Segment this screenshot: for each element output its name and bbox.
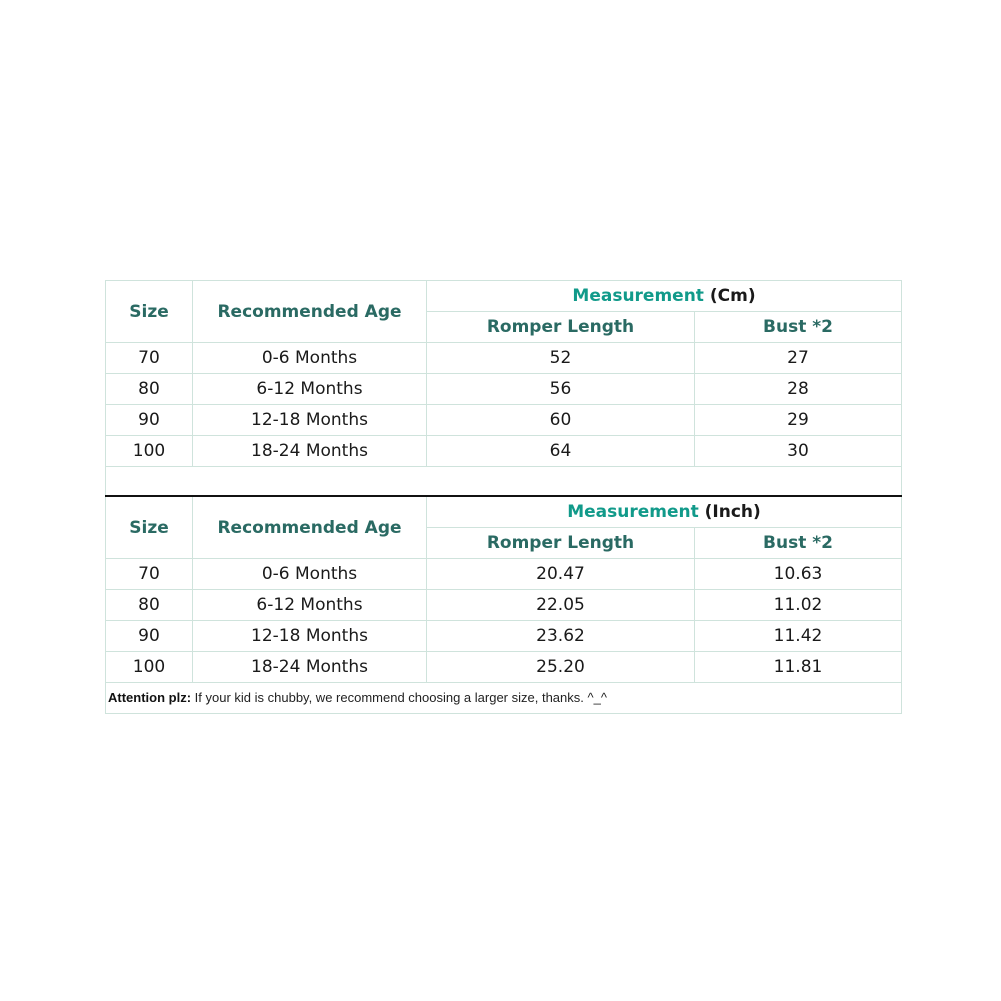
age-cell: 0-6 Months — [193, 559, 427, 590]
attention-note — [106, 683, 902, 714]
romper-length-header: Romper Length — [427, 312, 695, 343]
age-cell: 6-12 Months — [193, 374, 427, 405]
measurement-label: Measurement — [567, 502, 699, 522]
size-cell: 90 — [106, 621, 193, 652]
length-cell: 25.20 — [427, 652, 695, 683]
length-cell: 23.62 — [427, 621, 695, 652]
bust-cell: 27 — [695, 343, 902, 374]
bust-cell: 11.02 — [695, 590, 902, 621]
measurement-inch-header — [427, 496, 902, 528]
table-spacer-row — [106, 467, 902, 497]
age-cell: 18-24 Months — [193, 652, 427, 683]
size-cell: 70 — [106, 343, 193, 374]
bust-cell: 11.81 — [695, 652, 902, 683]
size-cell: 70 — [106, 559, 193, 590]
bust-cell: 30 — [695, 436, 902, 467]
age-cell: 6-12 Months — [193, 590, 427, 621]
bust-cell: 28 — [695, 374, 902, 405]
cm-header-row — [106, 281, 902, 312]
size-cell: 100 — [106, 436, 193, 467]
size-cell: 80 — [106, 374, 193, 405]
age-cell: 18-24 Months — [193, 436, 427, 467]
size-cell: 80 — [106, 590, 193, 621]
table-row — [106, 621, 902, 652]
measurement-label: Measurement — [572, 286, 704, 306]
note-text: If your kid is chubby, we recommend choosing a larger size, thanks. ^_^ — [191, 690, 607, 705]
unit-label-inch: (Inch) — [704, 502, 761, 522]
bust-cell: 29 — [695, 405, 902, 436]
size-header: Size — [106, 496, 193, 559]
bust-header: Bust *2 — [695, 312, 902, 343]
bust-cell: 10.63 — [695, 559, 902, 590]
note-label: Attention plz: — [108, 690, 192, 705]
unit-label-cm: (Cm) — [709, 286, 756, 306]
measurement-cm-header — [427, 281, 902, 312]
age-cell: 12-18 Months — [193, 405, 427, 436]
table-row — [106, 590, 902, 621]
age-cell: 0-6 Months — [193, 343, 427, 374]
table-row — [106, 343, 902, 374]
table-row — [106, 652, 902, 683]
table-row — [106, 559, 902, 590]
length-cell: 20.47 — [427, 559, 695, 590]
size-chart-table — [105, 280, 902, 714]
length-cell: 52 — [427, 343, 695, 374]
length-cell: 60 — [427, 405, 695, 436]
romper-length-header: Romper Length — [427, 528, 695, 559]
age-cell: 12-18 Months — [193, 621, 427, 652]
size-cell: 100 — [106, 652, 193, 683]
bust-cell: 11.42 — [695, 621, 902, 652]
length-cell: 22.05 — [427, 590, 695, 621]
inch-header-row — [106, 496, 902, 528]
length-cell: 64 — [427, 436, 695, 467]
divider — [106, 467, 902, 497]
bust-header: Bust *2 — [695, 528, 902, 559]
length-cell: 56 — [427, 374, 695, 405]
size-header: Size — [106, 281, 193, 343]
table-row — [106, 374, 902, 405]
table-row — [106, 436, 902, 467]
recommended-age-header: Recommended Age — [193, 281, 427, 343]
table-row — [106, 405, 902, 436]
size-cell: 90 — [106, 405, 193, 436]
note-row — [106, 683, 902, 714]
recommended-age-header: Recommended Age — [193, 496, 427, 559]
